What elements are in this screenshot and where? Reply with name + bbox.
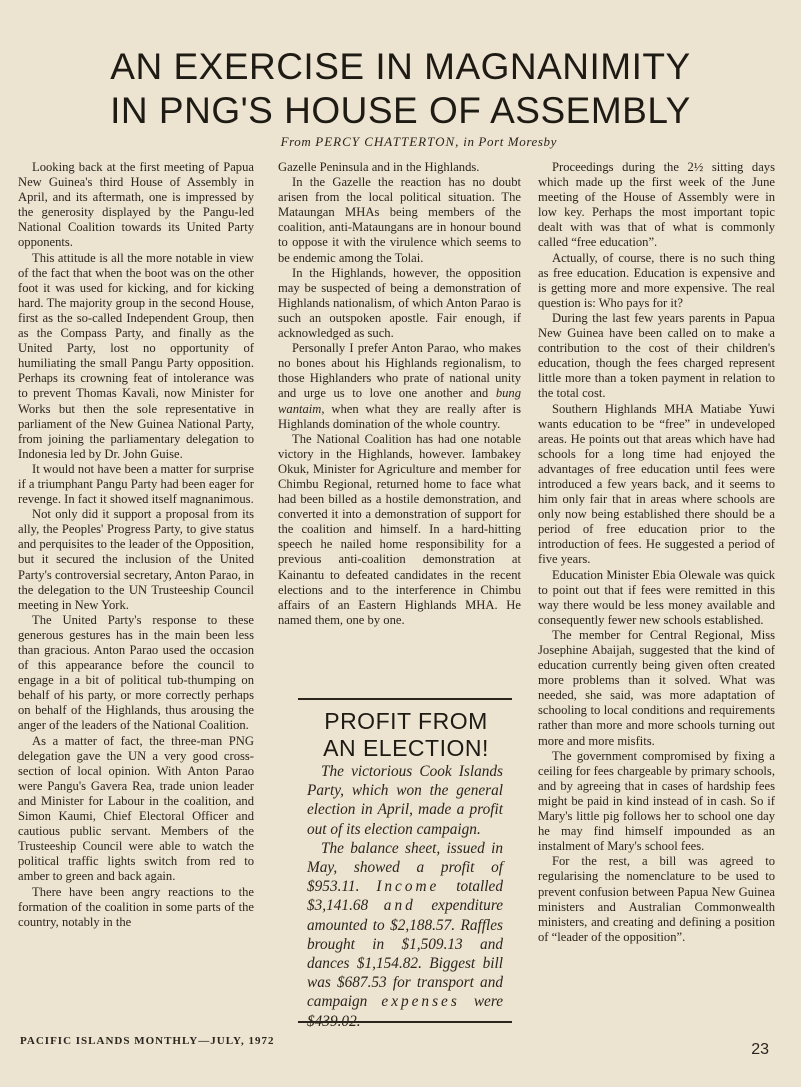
paragraph: Actually, of course, there is no such thing as free education. Education is expensive and is getting more and more expensive. The real question is: Who pays for it? xyxy=(538,250,775,310)
paragraph: During the last few years parents in Papua New Guinea have been called on to make a contribution to the cost of their children's education, though the fees charged represent little more than a token payment in relation to the total cost. xyxy=(538,310,775,401)
sidebar-text: The balance sheet, issued in May, showed a profit of $953.11. xyxy=(307,839,503,896)
sidebar-text: Income xyxy=(376,878,440,896)
publication-footer: PACIFIC ISLANDS MONTHLY—JULY, 1972 xyxy=(20,1035,275,1047)
paragraph: As a matter of fact, the three-man PNG delegation gave the UN a very good cross-section of local opinion. With Anton Parao were Pangu's Gavera Rea, trade union leader and Minister for Labour in the coalition, and Simon Kaumi, Chief Electoral Officer and cautious public servant. Members of the Trusteeship Council were able to watch the political traffic lights switch from red to amber to green and back again. xyxy=(18,733,254,884)
paragraph: For the rest, a bill was agreed to regularising the nomenclature to be used to prevent confusion between Papua New Guinea ministers and Australian Commonwealth ministers, and creating and defining a position of “leader of the opposition”. xyxy=(538,854,775,944)
paragraph: It would not have been a matter for surprise if a triumphant Pangu Party had been eager for revenge. In fact it showed itself magnanimous. xyxy=(18,461,254,507)
byline xyxy=(281,134,557,150)
byline-prefix: From xyxy=(280,134,312,149)
sidebar-text: and xyxy=(383,897,416,915)
sidebar-text: expenses xyxy=(381,993,460,1011)
paragraph: The National Coalition has had one notable victory in the Highlands, however. Iambakey Okuk, Minister for Agriculture and member for Chimbu Regional, returned home to face what had been billed as a hostile demonstration, and converted it into a demonstration of support for the coalition and himself. In a hard-hitting speech he nailed home responsibility for a previous anti-coalition demonstration at Kainantu to defeated candidates in the recent elections and to the interference in Chimbu affairs of an Eastern Highlands MHA. He named them, one by one. xyxy=(278,431,521,627)
paragraph: There have been angry reactions to the formation of the coalition in some parts of the country, notably in the xyxy=(18,884,254,929)
sidebar-rule-top xyxy=(298,698,512,700)
sidebar-body xyxy=(307,762,503,1031)
sidebar-text: totalled $3,141.68 xyxy=(307,878,503,915)
paragraph: The member for Central Regional, Miss Josephine Abaijah, suggested that the kind of education currently being given often created more problems than it solved. What was needed, she said, was more adaptation of schooling to local conditions and requirements rather than more and more schools turning out more and more misfits. xyxy=(538,627,775,748)
paragraph xyxy=(538,160,775,251)
pidgin-phrase: bung wantaim, xyxy=(278,386,521,416)
paragraph: This attitude is all the more notable in view of the fact that when the boot was on the other foot it was used for kicking, and for kicking hard. The majority group in the second House, first as the so-called Independent Group, then as the Compass Party, and finally as the United Party, lost no opportunity of humiliating the small Pangu Party opposition. Perhaps its crowning feat of intolerance was to prevent Thomas Kavali, now Minister for Works but then the sole representative in parliament of the New Guinea National Party, from joining the parliamentary delegation to Indonesia led by Dr. John Guise. xyxy=(18,250,254,461)
headline-line-1: AN EXERCISE IN MAGNANIMITY xyxy=(110,46,691,87)
paragraph: The United Party's response to these generous gestures has in the main been less than gracious. Anton Parao used the occasion of this appearance before the council to engage in a bit of political tub-thumping on behalf of his party, or more correctly perhaps on behalf of the Highlands, thus arousing the anger of the leaders of the National Coalition. xyxy=(18,612,254,733)
headline-line-2: IN PNG'S HOUSE OF ASSEMBLY xyxy=(110,90,691,131)
sidebar-title xyxy=(300,708,512,762)
paragraph-text: when what they are really after is Highlands domination of the whole country. xyxy=(278,401,521,431)
sidebar-text: expenditure amounted to $2,188.57. Raffles brought in $1,509.13 and dances $1,154.82. Biggest bill was $687.53 for transport and campaign xyxy=(307,897,503,1011)
sidebar-title-line-2: AN ELECTION! xyxy=(323,735,489,761)
paragraph: In the Highlands, however, the opposition may be suspected of being a demonstration of Highlands nationalism, of which Anton Parao is such an outspoken apostle. Fair enough, if acknowledged as such. xyxy=(278,265,521,341)
sidebar-title-line-1: PROFIT FROM xyxy=(324,708,488,734)
paragraph: Southern Highlands MHA Matiabe Yuwi wants education to be “free” in undeveloped areas. He points out that areas which have had schools for a long time had enjoyed the advantages of free education until fees were introduced a few years back, and it seems to him only fair that in areas where schools are only now being established there should be a period of free education prior to the introduction of fees. He suggested a period of five years. xyxy=(538,401,775,567)
paragraph: In the Gazelle the reaction has no doubt arisen from the local political situation. The Mataungan MHAs being members of the coalition, anti-Mataungans are in honour bound to oppose it with the virulence which seems to be endemic among the Tolai. xyxy=(278,175,521,265)
paragraph: Gazelle Peninsula and in the Highlands. xyxy=(278,160,480,174)
paragraph xyxy=(278,341,521,432)
sidebar-text: were $439.02. xyxy=(307,993,504,1030)
sidebar-rule-bottom xyxy=(298,1021,512,1023)
paragraph: Not only did it support a proposal from its ally, the Peoples' Progress Party, to give status and perquisites to the leader of the Opposition, but it secured the inclusion of the United Party's controversial secretary, Anton Parao, in the delegation to the UN Trusteeship Council meeting in New York. xyxy=(18,507,254,612)
byline-place: in Port Moresby xyxy=(463,134,557,149)
sidebar-paragraph: The victorious Cook Islands Party, which won the general election in April, made a profit out of its election campaign. xyxy=(307,763,503,838)
article-column-3 xyxy=(538,160,775,945)
article-column-1 xyxy=(18,160,254,930)
page-number: 23 xyxy=(751,1041,769,1058)
sidebar-paragraph xyxy=(307,839,503,1031)
article-headline xyxy=(0,45,801,133)
paragraph: The government compromised by fixing a ceiling for fees chargeable by primary schools, and by agreeing that in cases of hardship fees might be paid in kind instead of in cash. So if Mary's little pig follows her to school one day he may find himself impounded as an instalment of Mary's school fees. xyxy=(538,748,775,854)
article-column-2 xyxy=(278,160,521,628)
paragraph: Education Minister Ebia Olewale was quick to point out that if fees were remitted in this way there would be less money available and consequently fewer new schools established. xyxy=(538,567,775,627)
byline-author: PERCY CHATTERTON, xyxy=(315,134,460,149)
paragraph: Looking back at the first meeting of Papua New Guinea's third House of Assembly in April, and its aftermath, one is impressed by the generosity displayed by the Pangu-led National Coalition towards its United Party opponents. xyxy=(18,160,254,250)
paragraph-text: Proceedings during the xyxy=(552,160,679,174)
paragraph-text: Personally I prefer Anton Parao, who makes no bones about his Highlands regionalism, to those Highlanders who prate of national unity and urge us to love one another and xyxy=(278,341,521,401)
paragraph-text: sitting days which made up the first week of the June meeting of the House of Assembly were in low key. Perhaps the most important topic dealt with was that of what is commonly called “free education”. xyxy=(538,160,775,250)
fraction: 2½ xyxy=(687,160,704,174)
